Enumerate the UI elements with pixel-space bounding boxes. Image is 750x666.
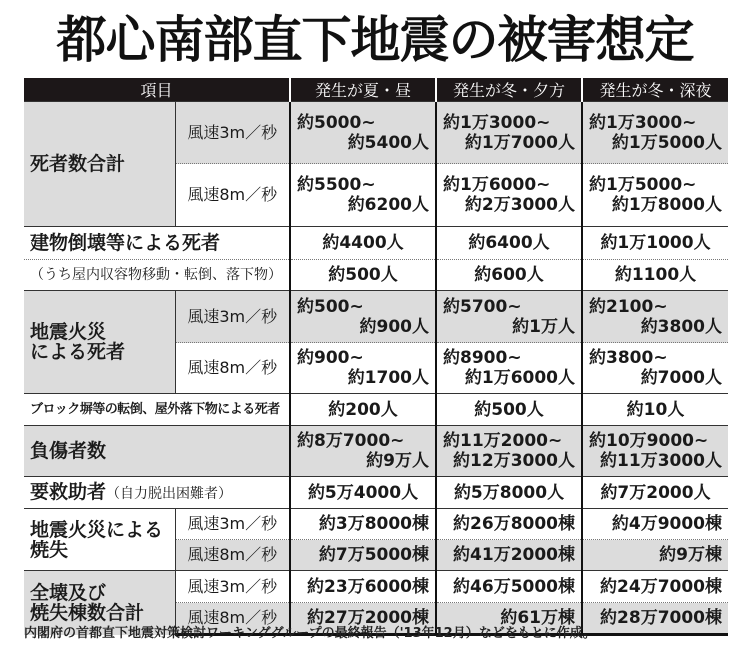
label-block-wall: ブロック塀等の転倒、屋外落下物による死者 [24, 394, 290, 426]
cell-value: 約1万3000~ 約1万5000人 [582, 102, 728, 164]
cell-value: 約4万9000棟 [582, 509, 728, 540]
label-deaths-total: 死者数合計 [24, 102, 175, 227]
cell-value: 約27万2000棟 [290, 603, 436, 635]
header-summer-day: 発生が夏・昼 [290, 78, 436, 102]
cell-value: 約10万9000~ 約11万3000人 [582, 426, 728, 477]
label-fire-burned: 地震火災による 焼失 [24, 509, 175, 571]
cell-value: 約8900~ 約1万6000人 [436, 343, 582, 394]
label-fire-deaths: 地震火災 による死者 [24, 291, 175, 394]
damage-estimate-table [24, 78, 728, 636]
cell-value: 約1100人 [582, 260, 728, 291]
cell-value: 約1万3000~ 約1万7000人 [436, 102, 582, 164]
cell-value: 約10人 [582, 394, 728, 426]
cell-value: 約2100~ 約3800人 [582, 291, 728, 343]
wind-3m: 風速3m／秒 [175, 102, 290, 164]
cell-value: 約61万棟 [436, 603, 582, 635]
cell-value: 約24万7000棟 [582, 571, 728, 603]
cell-value: 約7万5000棟 [290, 540, 436, 571]
header-winter-midnight: 発生が冬・深夜 [582, 78, 728, 102]
page-title: 都心南部直下地震の被害想定 [56, 11, 694, 69]
footnote: 内閣府の首都直下地震対策検討ワーキンググループの最終報告（'13年12月）などをもとに作成。 [24, 626, 596, 641]
cell-value: 約200人 [290, 394, 436, 426]
cell-value: 約4400人 [290, 227, 436, 260]
cell-value: 約1万6000~ 約2万3000人 [436, 164, 582, 227]
cell-value: 約1万5000~ 約1万8000人 [582, 164, 728, 227]
cell-value: 約1万1000人 [582, 227, 728, 260]
cell-value: 約5000~ 約5400人 [290, 102, 436, 164]
cell-value: 約3800~ 約7000人 [582, 343, 728, 394]
cell-value: 約5万8000人 [436, 477, 582, 509]
cell-value: 約5万4000人 [290, 477, 436, 509]
table-header-row [24, 78, 728, 102]
cell-value: 約500人 [290, 260, 436, 291]
table-row-injured [24, 426, 728, 477]
table-row-rescue [24, 477, 728, 509]
cell-value: 約11万2000~ 約12万3000人 [436, 426, 582, 477]
cell-value: 約41万2000棟 [436, 540, 582, 571]
table-row-total-buildings-w3 [24, 571, 728, 603]
label-indoor: （うち屋内収容物移動・転倒、落下物） [24, 260, 290, 291]
table-row-block-wall [24, 394, 728, 426]
label-building-collapse: 建物倒壊等による死者 [24, 227, 290, 260]
label-total-buildings: 全壊及び 焼失棟数合計 [24, 571, 175, 635]
cell-value: 約5700~ 約1万人 [436, 291, 582, 343]
table-row-fire-burned-w3 [24, 509, 728, 540]
table-row-fire-deaths-w3 [24, 291, 728, 343]
cell-value: 約500~ 約900人 [290, 291, 436, 343]
wind-3m: 風速3m／秒 [175, 571, 290, 603]
wind-8m: 風速8m／秒 [175, 540, 290, 571]
table-row-deaths-total-w3 [24, 102, 728, 164]
label-injured: 負傷者数 [24, 426, 290, 477]
table-row-building-collapse [24, 227, 728, 260]
cell-value: 約46万5000棟 [436, 571, 582, 603]
table-row-indoor [24, 260, 728, 291]
header-item: 項目 [24, 78, 290, 102]
wind-3m: 風速3m／秒 [175, 291, 290, 343]
cell-value: 約8万7000~ 約9万人 [290, 426, 436, 477]
wind-8m: 風速8m／秒 [175, 603, 290, 635]
cell-value: 約3万8000棟 [290, 509, 436, 540]
cell-value: 約23万6000棟 [290, 571, 436, 603]
cell-value: 約500人 [436, 394, 582, 426]
cell-value: 約900~ 約1700人 [290, 343, 436, 394]
label-rescue: 要救助者（自力脱出困難者） [24, 477, 290, 509]
wind-3m: 風速3m／秒 [175, 509, 290, 540]
header-winter-evening: 発生が冬・夕方 [436, 78, 582, 102]
cell-value: 約28万7000棟 [582, 603, 728, 635]
cell-value: 約600人 [436, 260, 582, 291]
wind-8m: 風速8m／秒 [175, 164, 290, 227]
wind-8m: 風速8m／秒 [175, 343, 290, 394]
cell-value: 約9万棟 [582, 540, 728, 571]
cell-value: 約26万8000棟 [436, 509, 582, 540]
cell-value: 約5500~ 約6200人 [290, 164, 436, 227]
cell-value: 約6400人 [436, 227, 582, 260]
cell-value: 約7万2000人 [582, 477, 728, 509]
